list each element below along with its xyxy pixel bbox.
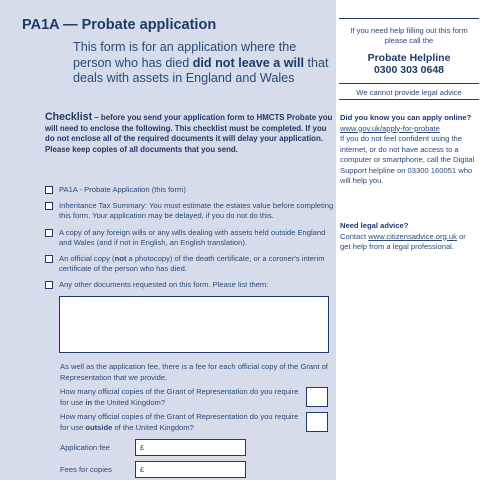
other-documents-textarea[interactable] [59, 296, 329, 353]
checkbox[interactable] [45, 202, 53, 210]
checklist-item-label: An official copy (not a photocopy) of the death certificate, or a coroner's interim certificate of the person who has died. [59, 254, 325, 274]
helpline-phone: 0300 303 0648 [373, 64, 445, 77]
copies-uk-input[interactable] [306, 387, 328, 407]
checklist-item-label: PA1A - Probate Application (this form) [59, 185, 186, 194]
checklist-intro: Checklist – before you send your application form to HMCTS Probate you will need to enclose the following. This checklist must be completed. If you do not enclose all of the required documents it will delay your application. Please keep copies of all documents that you send. [45, 111, 333, 154]
application-fee-label: Application fee [60, 443, 110, 452]
checkbox[interactable] [45, 255, 53, 263]
checklist-item-label: Any other documents requested on this form. Please list them: [59, 280, 269, 289]
helpline-intro: If you need help filling out this form please call the [350, 26, 468, 46]
checklist-item-label: A copy of any foreign wills or any wills dealing with assets held outside England and Wales (and if not in English, an English translation). [59, 228, 326, 248]
legal-advice-heading: Need legal advice? [340, 221, 409, 230]
checklist-item-label: Inheritance Tax Summary: You must estimate the estates value before completing this form. Your application may be delayed, if you do not do this. [59, 201, 334, 221]
apply-online-heading: Did you know you can apply online? [340, 113, 472, 122]
form-title: PA1A — Probate application [22, 17, 217, 33]
copies-fee-input[interactable]: £ [135, 461, 246, 478]
digital-support-text: If you do not feel confident using the internet, or do not have access to a computer or smartphone, call the Digital Support helpline on 03300 160051 who will help you. [340, 134, 475, 185]
form-subtitle: This form is for an application where the person who has died did not leave a will that deals with assets in England and Wales [73, 40, 329, 85]
legal-advice-text: Contact www.citizensadvice.org.uk or get help from a legal professional. [340, 231, 466, 251]
copies-fee-label: Fees for copies [60, 465, 112, 474]
citizens-advice-link[interactable]: www.citizensadvice.org.uk [368, 231, 457, 241]
checkbox[interactable] [45, 229, 53, 237]
checklist-heading: Checklist [45, 111, 93, 123]
legal-advice-disclaimer: We cannot provide legal advice [339, 83, 479, 97]
copies-uk-question: How many official copies of the Grant of Representation do you require for use in the United Kingdom? [60, 387, 299, 407]
helpline-name: Probate Helpline [367, 52, 451, 65]
checkbox[interactable] [45, 186, 53, 194]
copies-outside-uk-input[interactable] [306, 412, 328, 432]
copies-outside-uk-question: How many official copies of the Grant of Representation do you require for use outside of the United Kingdom? [60, 412, 299, 432]
legal-advice-info [340, 221, 478, 253]
apply-online-link[interactable]: www.gov.uk/apply-for-probate [340, 123, 440, 133]
helpline-box [339, 18, 479, 100]
apply-online-info [340, 113, 478, 187]
checkbox[interactable] [45, 281, 53, 289]
application-fee-input[interactable]: £ [135, 439, 246, 456]
fees-intro: As well as the application fee, there is a fee for each official copy of the Grant of Representation that we provide. [60, 362, 328, 382]
